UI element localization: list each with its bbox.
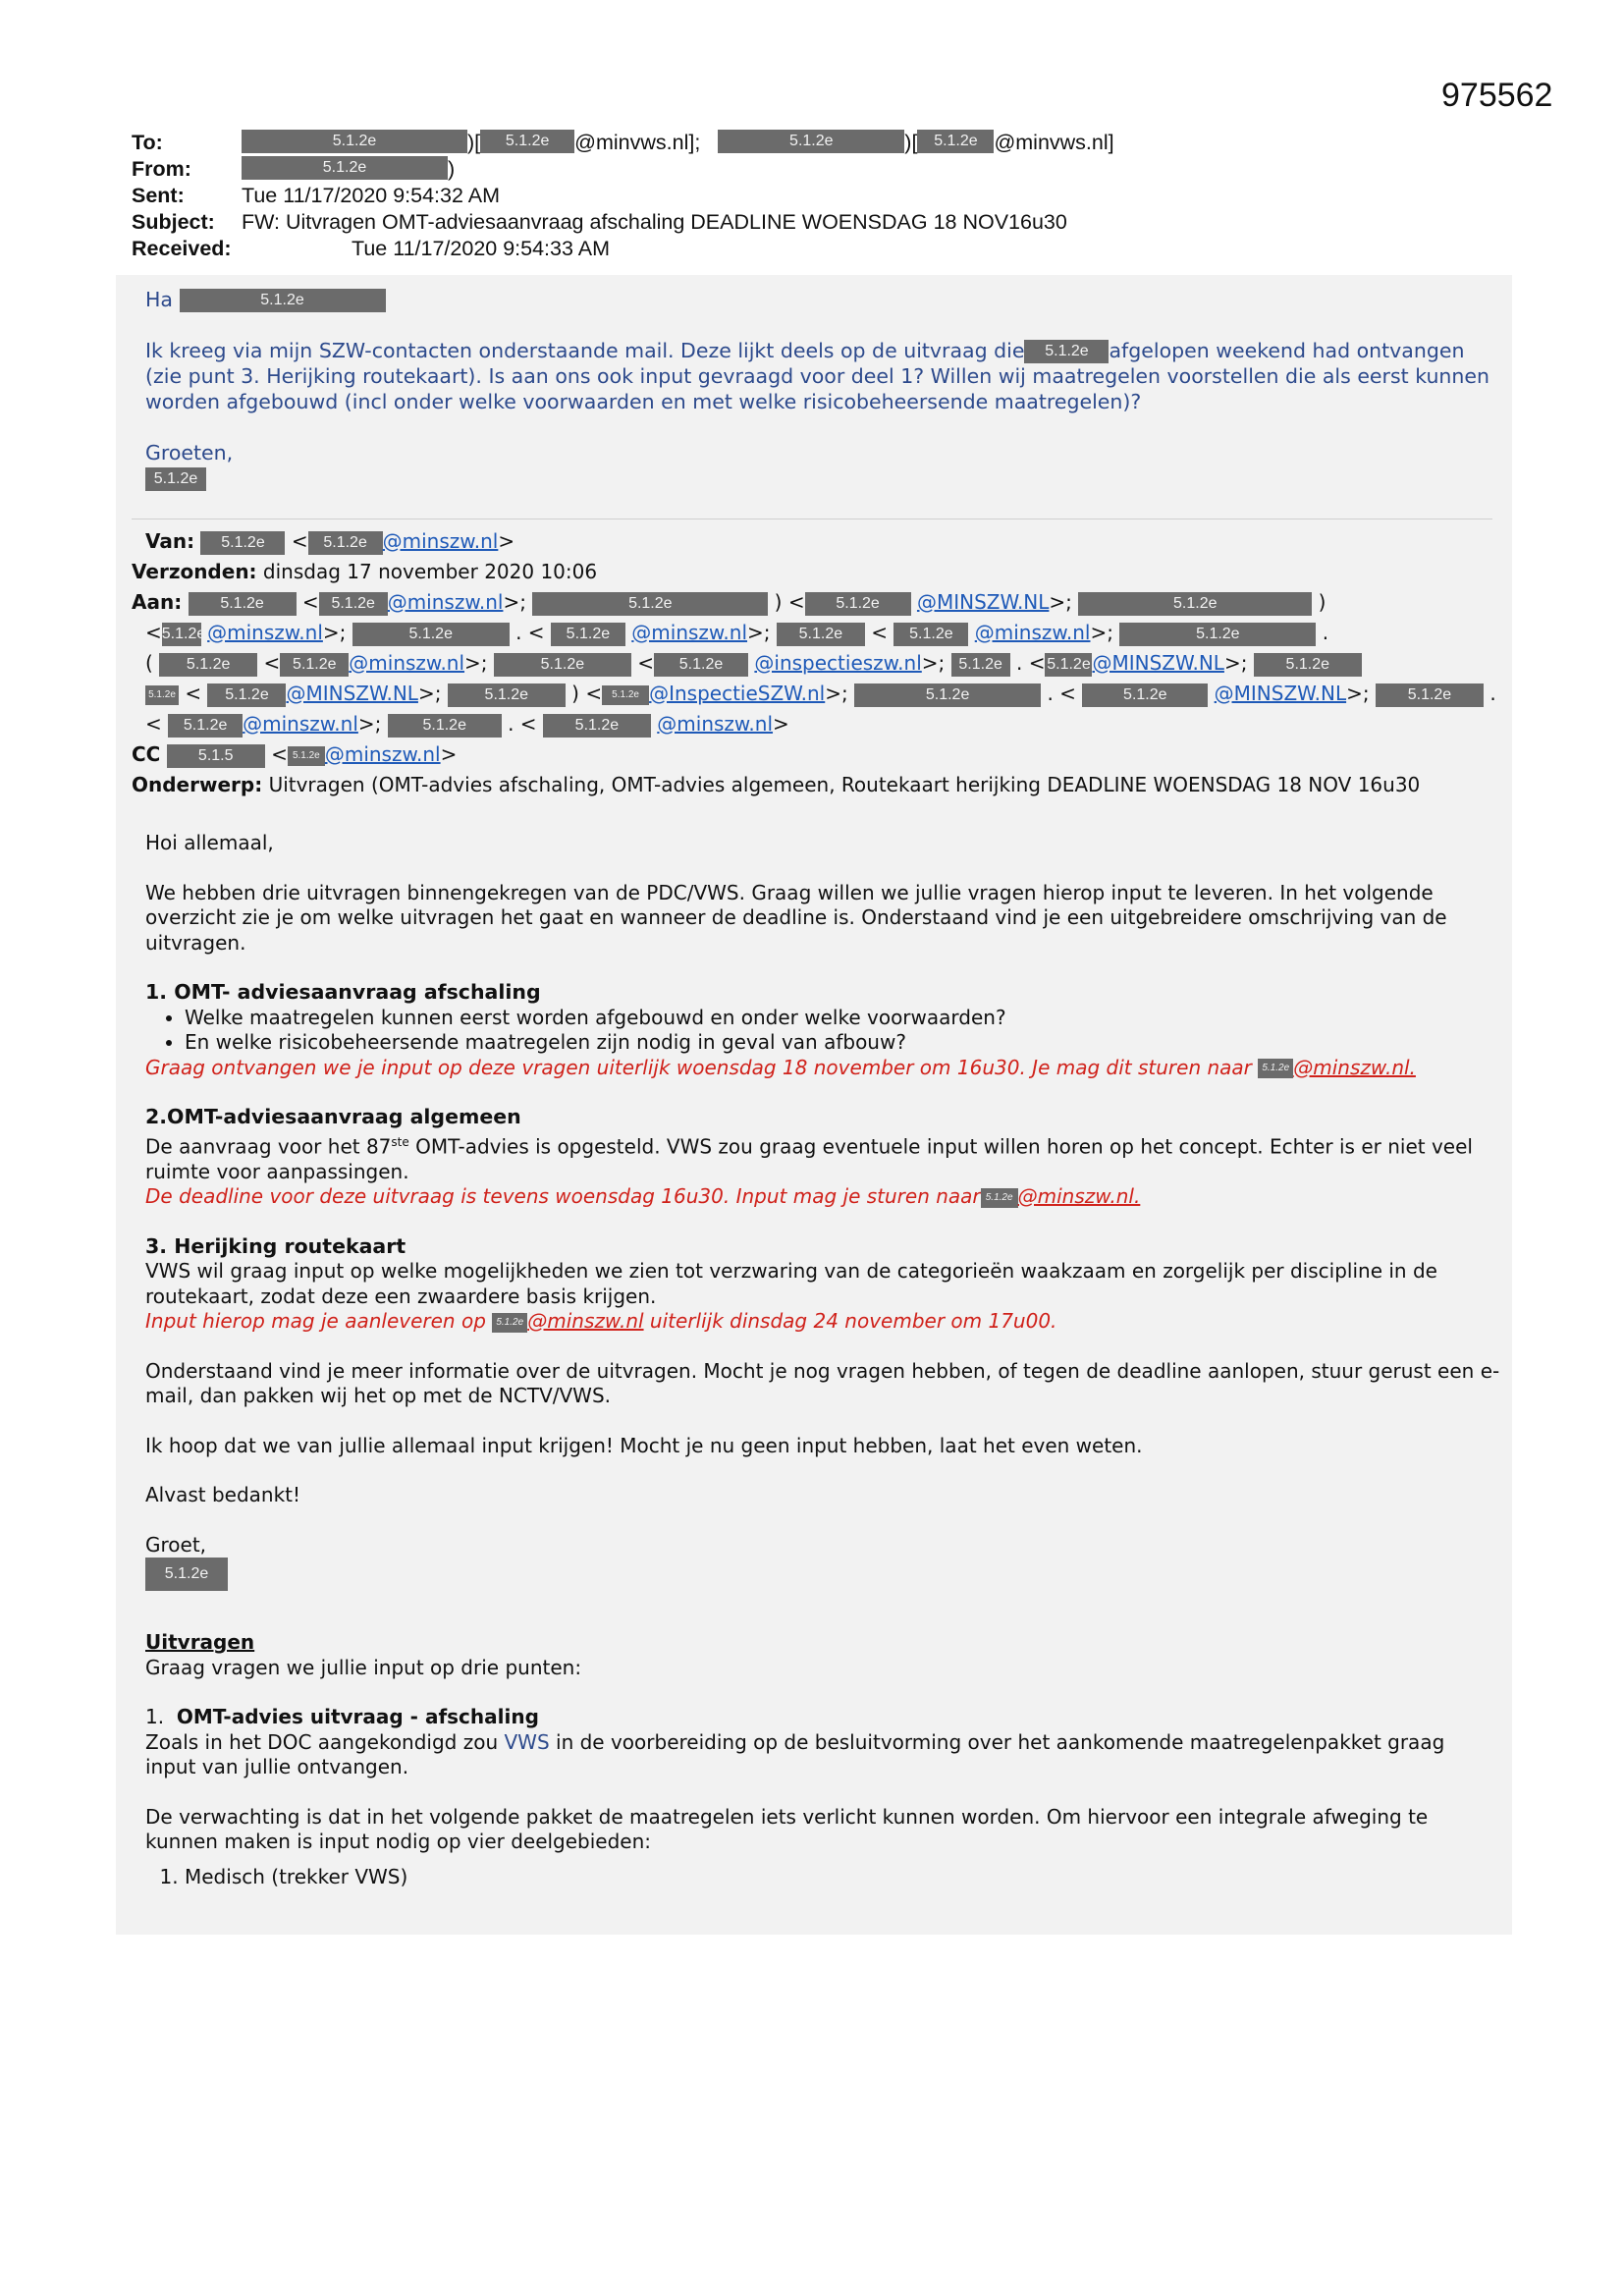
uitvragen-heading: Uitvragen bbox=[145, 1630, 255, 1655]
redaction-box: 5.1.2e bbox=[288, 746, 325, 766]
section-2 bbox=[145, 1105, 1500, 1210]
section-2-text-b: OMT-advies is opgesteld. VWS zou graag eventuele input willen horen op het concept. Echter is er niet veel ruimte voor aanpassingen. bbox=[145, 1134, 1473, 1183]
redaction-box: 5.1.2e bbox=[242, 130, 467, 153]
to-domain: @minvws.nl] bbox=[994, 131, 1114, 154]
redaction-box: 5.1.2e bbox=[145, 1558, 228, 1591]
from-row: From: 5.1.2e ) bbox=[132, 157, 456, 181]
redaction-box: 5.1.2e bbox=[1254, 653, 1362, 677]
redaction-box: 5.1.2e bbox=[308, 531, 383, 555]
redaction-box: 5.1.2e bbox=[602, 685, 649, 705]
subject-row bbox=[132, 209, 1506, 236]
redaction-box: 5.1.2e bbox=[551, 623, 625, 646]
main-message bbox=[145, 831, 1500, 1889]
email-link[interactable]: @minszw.nl. bbox=[1017, 1184, 1141, 1209]
sent-value: Tue 11/17/2020 9:54:32 AM bbox=[242, 184, 500, 207]
section-1-title: 1. OMT- adviesaanvraag afschaling bbox=[145, 980, 541, 1004]
email-link[interactable]: @MINSZW.NL bbox=[286, 682, 418, 705]
intro-text: Ik kreeg via mijn SZW-contacten onderstaande mail. Deze lijkt deels op de uitvraag die bbox=[145, 339, 1025, 362]
email-link[interactable]: @minszw.nl bbox=[324, 742, 441, 766]
email-link[interactable]: @minszw.nl. bbox=[1293, 1055, 1416, 1079]
received-label: Received: bbox=[132, 237, 232, 260]
redaction-box: 5.1.2e bbox=[654, 653, 748, 677]
intro-message bbox=[145, 287, 1500, 491]
thanks-text: Alvast bedankt! bbox=[145, 1483, 301, 1507]
verwachting-text: De verwachting is dat in het volgende pakket de maatregelen iets verlicht kunnen worden. Om hiervoor een integrale afweging te kunnen maken is input nodig op vier deelgebieden: bbox=[145, 1804, 1429, 1854]
redaction-box: 5.1.2e bbox=[1024, 340, 1109, 363]
sent-label: Sent: bbox=[132, 184, 185, 207]
email-link[interactable]: @minszw.nl bbox=[207, 621, 323, 644]
redaction-box: 5.1.2e bbox=[480, 130, 574, 153]
redaction-box: 5.1.2e bbox=[162, 623, 201, 646]
section-1-deadline bbox=[145, 1056, 1500, 1081]
redaction-box: 5.1.2e bbox=[1045, 653, 1092, 677]
redaction-box: 5.1.2e bbox=[388, 714, 502, 738]
redaction-box: 5.1.2e bbox=[1376, 683, 1484, 707]
email-link[interactable]: @minszw.nl bbox=[243, 712, 358, 736]
redaction-box: 5.1.2e bbox=[1119, 623, 1316, 646]
section-1 bbox=[145, 980, 1500, 1080]
to-row: To: 5.1.2e )[ 5.1.2e @minvws.nl]; 5.1.2e )[ 5.1.2e @minvws.nl] bbox=[132, 131, 1114, 154]
redaction-box: 5.1.2e bbox=[917, 130, 994, 153]
deadline-text: Input hierop mag je aanleveren op bbox=[145, 1309, 486, 1334]
redaction-box: 5.1.2e bbox=[951, 653, 1010, 677]
aan-label: Aan: bbox=[132, 590, 183, 614]
section-3-title: 3. Herijking routekaart bbox=[145, 1233, 406, 1258]
redaction-box: 5.1.2e bbox=[777, 623, 865, 646]
email-link[interactable]: @minszw.nl bbox=[974, 621, 1091, 644]
redaction-box: 5.1.2e bbox=[280, 653, 349, 677]
intro-closing: Groeten, bbox=[145, 441, 234, 465]
redaction-box: 5.1.2e bbox=[200, 531, 285, 555]
redaction-box: 5.1.2e bbox=[543, 714, 651, 738]
email-link[interactable]: @minszw.nl bbox=[382, 529, 499, 553]
redaction-box: 5.1.2e bbox=[1258, 1059, 1293, 1078]
cc-label: CC bbox=[132, 742, 161, 766]
email-link[interactable]: @minszw.nl bbox=[657, 712, 774, 736]
uitvragen-sub: Graag vragen we jullie input op drie punten: bbox=[145, 1655, 582, 1679]
intro-greeting: Ha bbox=[145, 288, 173, 311]
forwarded-header: Van: 5.1.2e < 5.1.2e @minszw.nl> Verzonden: dinsdag 17 november 2020 10:06 Aan: 5.1.2e < 5.1.2e @minszw.nl>; 5.1.2e ) < 5.1.2e @MINSZW.NL>; 5.1.2e ) <5.1.2e @minszw.nl>; 5.1.2e . < 5.1.2e @minszw.nl>; 5.1.2e < 5.1.2e @minszw.nl>; 5.1.2e . ( 5.1.2e < 5.1.2e @minszw.nl>; 5.1.2e < 5.1.2e @inspectieszw.nl>; 5.1.2e . < 5.1.2e@MINSZW.NL>; 5.1.2e 5.1.2e < 5.1.2e @MINSZW.NL>; 5.1.2e ) < 5.1.2e @InspectieSZW.nl>; 5.1.2e . < 5.1.2e @MINSZW.NL>; 5.1.2e . < 5.1.2e @minszw.nl>; 5.1.2e . < 5.1.2e @minszw.nl> CC 5.1.5 < 5.1.2e @minszw.nl> Onderwerp: Uitvragen (OMT-advies afschaling, OMT-advies algemeen, Routekaart herijking DEADLINE WOENSDAG 18 NOV 16u30 bbox=[132, 529, 1496, 796]
received-value: Tue 11/17/2020 9:54:33 AM bbox=[352, 237, 610, 260]
redaction-box: 5.1.2e bbox=[352, 623, 510, 646]
vws-text: VWS bbox=[504, 1729, 550, 1754]
deadline-text: uiterlijk dinsdag 24 november om 17u00. bbox=[643, 1309, 1057, 1334]
redaction-box: 5.1.2e bbox=[718, 130, 904, 153]
email-link[interactable]: @MINSZW.NL bbox=[1214, 682, 1347, 705]
subject-label: Subject: bbox=[132, 210, 215, 234]
section-2-deadline bbox=[145, 1184, 1500, 1210]
section-2-text bbox=[145, 1130, 1500, 1185]
email-link[interactable]: @minszw.nl bbox=[349, 651, 465, 675]
section-1-bullet: • En welke risicobeheersende maatregelen zijn nodig in geval van afbouw? bbox=[185, 1030, 1500, 1056]
redaction-box: 5.1.2e bbox=[1082, 683, 1208, 707]
redaction-box: 5.1.2e bbox=[168, 714, 243, 738]
section-3 bbox=[145, 1234, 1500, 1335]
onderwerp-label: Onderwerp: bbox=[132, 773, 263, 796]
deadline-text: De deadline voor deze uitvraag is tevens woensdag 16u30. Input mag je sturen naar bbox=[145, 1184, 981, 1209]
email-link[interactable]: @inspectieszw.nl bbox=[754, 651, 922, 675]
received-row bbox=[132, 236, 1506, 262]
email-link[interactable]: @minszw.nl bbox=[631, 621, 748, 644]
email-link[interactable]: @InspectieSZW.nl bbox=[649, 682, 826, 705]
redaction-box: 5.1.2e bbox=[854, 683, 1041, 707]
redaction-box: 5.1.2e bbox=[492, 1313, 527, 1333]
redaction-box: 5.1.2e bbox=[180, 289, 386, 312]
to-label: To: bbox=[132, 131, 163, 154]
section-2-text-a: De aanvraag voor het 87 bbox=[145, 1134, 392, 1159]
email-link[interactable]: @minszw.nl bbox=[387, 590, 504, 614]
uitvraag-1-text: Zoals in het DOC aangekondigd zou bbox=[145, 1729, 505, 1754]
redaction-box: 5.1.2e bbox=[494, 653, 631, 677]
section-2-title: 2.OMT-adviesaanvraag algemeen bbox=[145, 1105, 521, 1128]
uitvraag-1-text: in de voorbereiding op de besluitvorming over het aankomende maatregelenpakket graag input van jullie ontvangen. bbox=[145, 1729, 1445, 1779]
intro-text: afgelopen weekend had ontvangen (zie punt 3. Herijking routekaart). Is aan ons ook input gevraagd voor deel 1? Willen wij maatregelen voorstellen die als eerst kunnen worden afgebouwd (incl onder welke voorwaarden en met welke risicobeheersende maatregelen)? bbox=[145, 339, 1490, 413]
section-3-deadline bbox=[145, 1309, 1500, 1335]
section-3-text: VWS wil graag input op welke mogelijkheden we zien tot verzwaring van de categorieën waakzaam en zorgelijk per discipline in de routekaart, zodat deze een zwaardere basis krijgen. bbox=[145, 1259, 1437, 1308]
from-label: From: bbox=[132, 157, 191, 181]
deadline-text: Graag ontvangen we je input op deze vragen uiterlijk woensdag 18 november om 16u30. Je mag dit sturen naar bbox=[145, 1055, 1252, 1079]
email-link[interactable]: @MINSZW.NL bbox=[1092, 651, 1224, 675]
subject-value: FW: Uitvragen OMT-adviesaanvraag afschaling DEADLINE WOENSDAG 18 NOV16u30 bbox=[242, 210, 1067, 234]
verzonden-value: dinsdag 17 november 2020 10:06 bbox=[262, 560, 598, 583]
sent-row bbox=[132, 183, 1506, 209]
more-info: Onderstaand vind je meer informatie over de uitvragen. Mocht je nog vragen hebben, of tegen de deadline aanlopen, stuur gerust een e-mail, dan pakken wij het op met de NCTV/VWS. bbox=[145, 1358, 1500, 1408]
deelgebied-item: 1. Medisch (trekker VWS) bbox=[185, 1865, 1500, 1890]
superscript: ste bbox=[391, 1134, 409, 1149]
email-link[interactable]: @MINSZW.NL bbox=[916, 590, 1050, 614]
main-greeting: Hoi allemaal, bbox=[145, 831, 274, 854]
redaction-box: 5.1.2e bbox=[145, 685, 179, 705]
redaction-box: 5.1.5 bbox=[167, 744, 265, 768]
hope-text: Ik hoop dat we van jullie allemaal input krijgen! Mocht je nu geen input hebben, laat het even weten. bbox=[145, 1433, 1143, 1457]
redaction-box: 5.1.2e bbox=[207, 683, 286, 707]
uitvraag-1-number: 1. bbox=[145, 1705, 165, 1729]
uitvraag-1-title: OMT-advies uitvraag - afschaling bbox=[176, 1705, 539, 1729]
section-1-bullet: • Welke maatregelen kunnen eerst worden afgebouwd en onder welke voorwaarden? bbox=[185, 1006, 1500, 1031]
redaction-box: 5.1.2e bbox=[893, 623, 968, 646]
groet-text: Groet, bbox=[145, 1532, 207, 1557]
verzonden-label: Verzonden: bbox=[132, 560, 257, 583]
redaction-box: 5.1.2e bbox=[805, 592, 911, 616]
uitvraag-1 bbox=[145, 1705, 1500, 1780]
to-domain: @minvws.nl]; bbox=[574, 131, 701, 154]
redaction-box: 5.1.2e bbox=[981, 1188, 1018, 1208]
redaction-box: 5.1.2e bbox=[532, 592, 768, 616]
redaction-box: 5.1.2e bbox=[1078, 592, 1312, 616]
onderwerp-value: Uitvragen (OMT-advies afschaling, OMT-advies algemeen, Routekaart herijking DEADLINE WOENSDAG 18 NOV 16u30 bbox=[268, 773, 1421, 796]
email-header bbox=[132, 130, 1506, 262]
redaction-box: 5.1.2e bbox=[242, 156, 448, 180]
van-label: Van: bbox=[145, 529, 195, 553]
document-number: 975562 bbox=[1441, 77, 1553, 114]
main-intro: We hebben drie uitvragen binnengekregen van de PDC/VWS. Graag willen we jullie vragen hierop input te leveren. In het volgende overzicht zie je om welke uitvragen het gaat en wanneer de deadline is. Onderstaand vind je een uitgebreidere omschrijving van de uitvragen. bbox=[145, 880, 1447, 955]
redaction-box: 5.1.2e bbox=[159, 653, 257, 677]
redaction-box: 5.1.2e bbox=[145, 467, 206, 491]
email-link[interactable]: @minszw.nl bbox=[527, 1309, 644, 1334]
redaction-box: 5.1.2e bbox=[448, 683, 566, 707]
redaction-box: 5.1.2e bbox=[319, 592, 388, 616]
redaction-box: 5.1.2e bbox=[189, 592, 297, 616]
